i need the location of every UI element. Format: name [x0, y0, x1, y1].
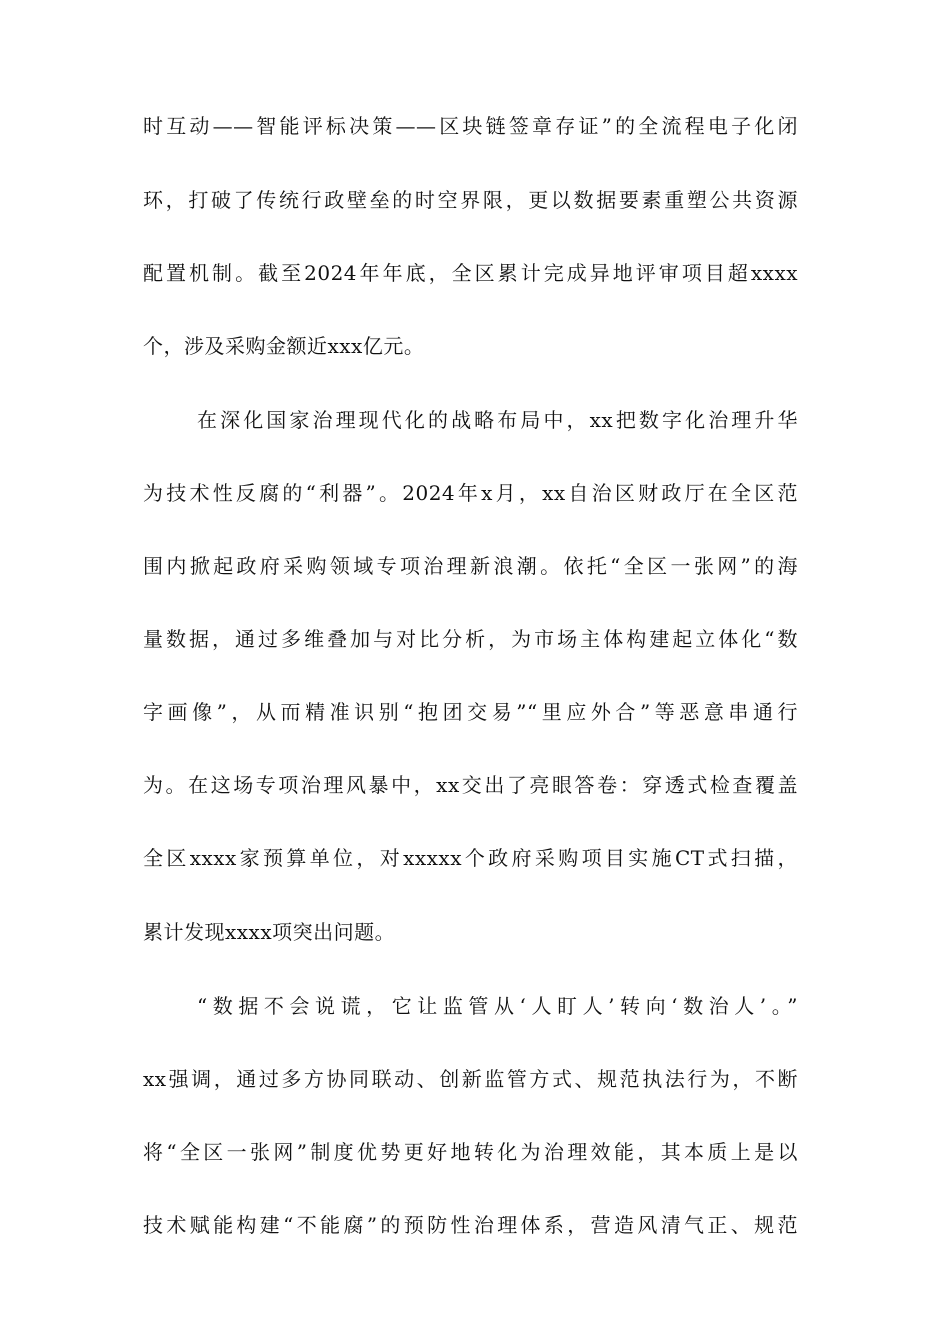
text-line: 时互动——智能评标决策——区块链签章存证”的全流程电子化闭: [143, 114, 798, 138]
text-line: 字画像”，从而精准识别“抱团交易”“里应外合”等恶意串通行: [143, 700, 798, 724]
text-line: 技术赋能构建“不能腐”的预防性治理体系，营造风清气正、规范: [143, 1213, 798, 1237]
text-line: 在深化国家治理现代化的战略布局中，xx把数字化治理升华: [197, 408, 798, 432]
text-line: 全区xxxx家预算单位，对xxxxx个政府采购项目实施CT式扫描，: [143, 846, 798, 870]
text-line: 为技术性反腐的“利器”。2024年x月，xx自治区财政厅在全区范: [143, 481, 798, 505]
text-line: 个，涉及采购金额近xxx亿元。: [143, 334, 425, 358]
text-line: 累计发现xxxx项突出问题。: [143, 920, 396, 944]
text-line: 将“全区一张网”制度优势更好地转化为治理效能，其本质上是以: [143, 1140, 798, 1164]
text-line: 配置机制。截至2024年年底，全区累计完成异地评审项目超xxxx: [143, 261, 798, 285]
text-line: 环，打破了传统行政壁垒的时空界限，更以数据要素重塑公共资源: [143, 188, 798, 212]
text-line: “数据不会说谎，它让监管从‘人盯人’转向‘数治人’。”: [197, 994, 798, 1018]
text-line: 量数据，通过多维叠加与对比分析，为市场主体构建起立体化“数: [143, 627, 798, 651]
text-line: 为。在这场专项治理风暴中，xx交出了亮眼答卷：穿透式检查覆盖: [143, 773, 798, 797]
text-line: xx强调，通过多方协同联动、创新监管方式、规范执法行为，不断: [143, 1067, 798, 1091]
text-line: 围内掀起政府采购领域专项治理新浪潮。依托“全区一张网”的海: [143, 554, 798, 578]
